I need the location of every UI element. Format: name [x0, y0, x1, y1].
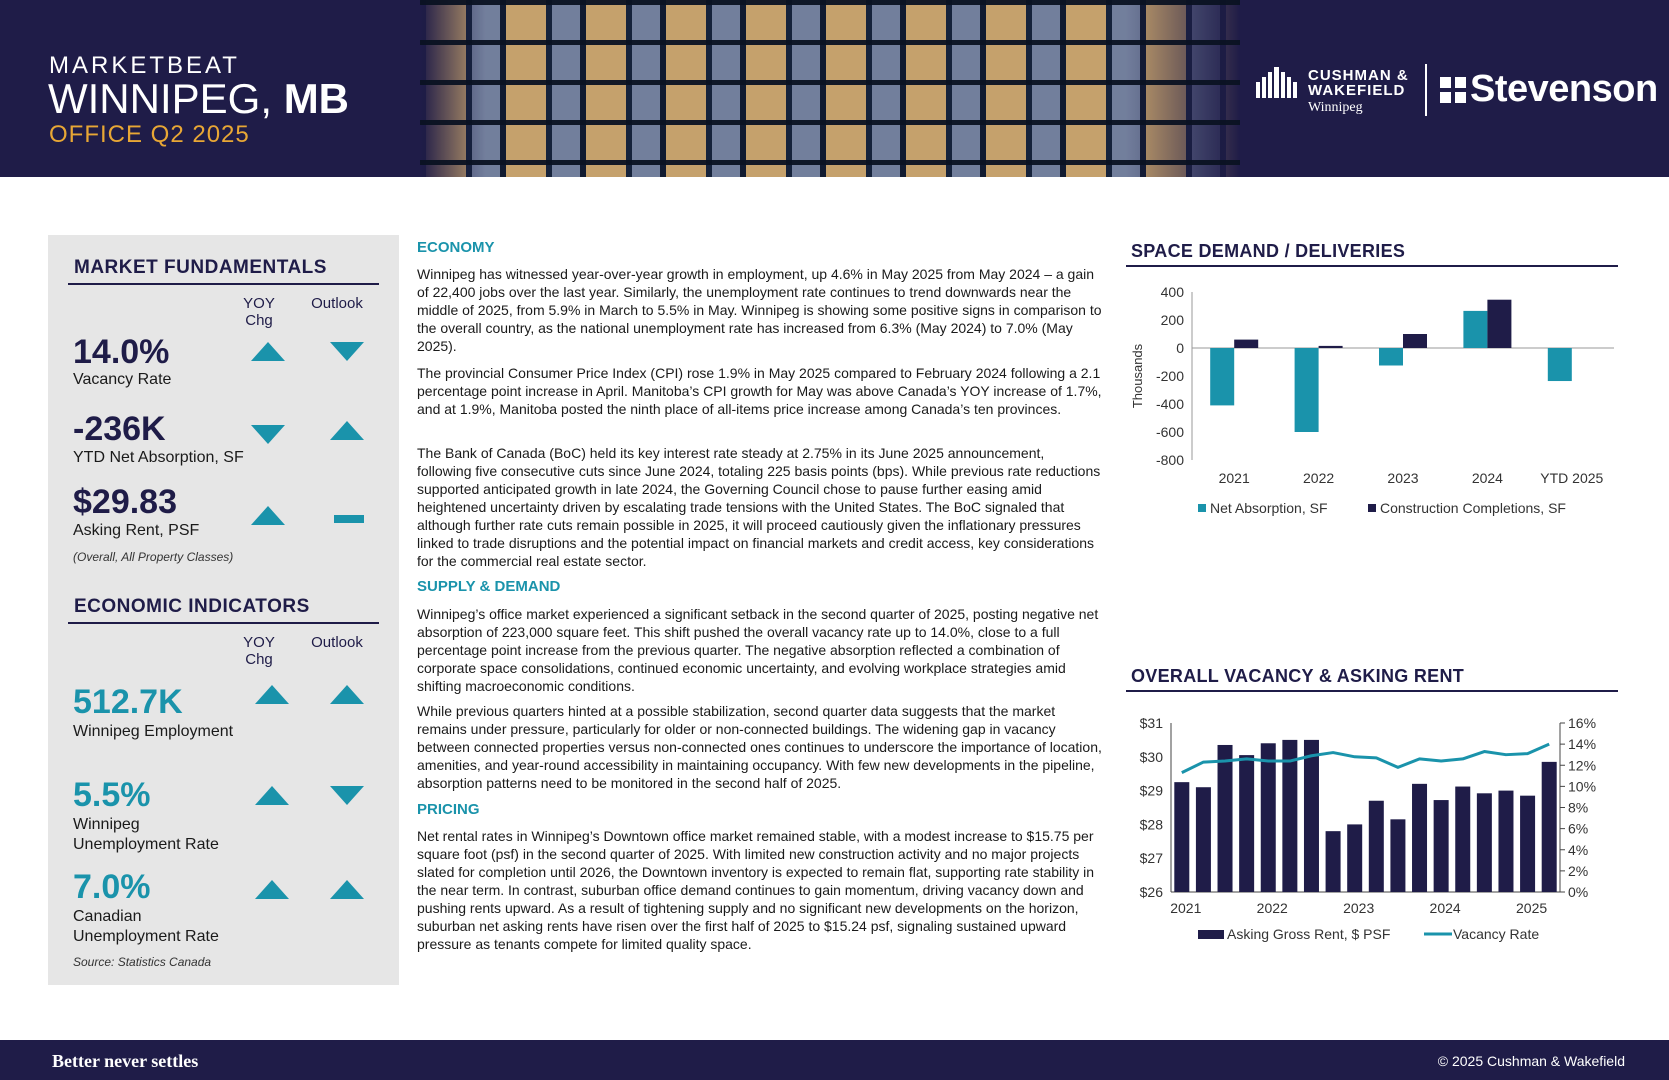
rent-bar — [1196, 787, 1211, 892]
bar-construction-2024 — [1487, 300, 1511, 348]
chg-label: Chg — [245, 312, 273, 329]
y-tick-label: -200 — [1155, 368, 1184, 384]
x-tick-label: 2021 — [1218, 470, 1250, 486]
economy-heading: ECONOMY — [417, 239, 495, 256]
report-province: MB — [283, 75, 350, 122]
x-tick-label: 2021 — [1170, 900, 1202, 916]
y-tick-label: -800 — [1155, 452, 1184, 468]
left-tick-label: $26 — [1139, 884, 1163, 900]
rent-bar — [1498, 791, 1513, 892]
yoy-chg-header — [234, 634, 284, 668]
winnipeg-unemployment-value: 5.5% — [73, 776, 151, 814]
bar-net-absorption-2022 — [1295, 348, 1319, 432]
pricing-heading: PRICING — [417, 801, 480, 818]
market-fundamentals-title: MARKET FUNDAMENTALS — [74, 257, 327, 278]
report-kicker: MARKETBEAT — [49, 52, 240, 79]
rent-outlook-flat-icon — [334, 515, 364, 523]
cw-line-1: CUSHMAN & — [1308, 67, 1409, 84]
rent-bar — [1239, 755, 1254, 892]
rent-yoy-up-icon — [251, 506, 285, 525]
canadian-unemployment-label — [73, 907, 219, 947]
chart-rule — [1126, 265, 1618, 267]
rent-bar — [1261, 743, 1276, 892]
rent-bar — [1412, 784, 1427, 892]
x-tick-label: 2024 — [1429, 900, 1461, 916]
left-tick-label: $29 — [1139, 782, 1163, 799]
bar-net-absorption-2023 — [1379, 348, 1403, 366]
x-tick-label: 2023 — [1387, 470, 1419, 486]
rent-bar — [1369, 801, 1384, 892]
cw-bars-icon — [1256, 66, 1300, 98]
legend-label: Net Absorption, SF — [1210, 500, 1328, 516]
net-absorption-label: YTD Net Absorption, SF — [73, 449, 244, 466]
employment-outlook-up-icon — [330, 685, 364, 704]
report-city: WINNIPEG, — [48, 75, 273, 122]
wpg-unemployment-outlook-down-icon — [330, 786, 364, 805]
rent-bar — [1347, 824, 1362, 892]
absorption-outlook-up-icon — [330, 421, 364, 440]
vacancy-rent-chart-title: OVERALL VACANCY & ASKING RENT — [1131, 666, 1465, 686]
right-tick-label: 14% — [1568, 736, 1597, 753]
section-rule — [68, 622, 379, 624]
economy-paragraph-2: The provincial Consumer Price Index (CPI) rose 1.9% in May 2025 compared to February 2024 following a 2.1 percentage point increase in April. Manitoba’s CPI growth for May was above Canada’s YOY increase of 1.7%, and at 1.9%, Manitoba posted the ninth place of all-items price increase among Canada’s ten provinces. — [417, 365, 1102, 417]
yoy-chg-header — [234, 295, 284, 329]
chg-label: Chg — [245, 651, 273, 668]
rent-bar — [1326, 831, 1341, 892]
bar-construction-2023 — [1403, 334, 1427, 348]
footer-copyright: © 2025 Cushman & Wakefield — [1437, 1053, 1625, 1069]
rent-bar — [1218, 745, 1233, 892]
y-axis-label: Thousands — [1130, 343, 1145, 409]
y-tick-label: -400 — [1155, 396, 1184, 412]
legend-label: Construction Completions, SF — [1380, 500, 1566, 516]
supply-demand-heading: SUPPLY & DEMAND — [417, 578, 561, 595]
cdn-unemployment-yoy-up-icon — [255, 880, 289, 899]
left-tick-label: $30 — [1139, 748, 1163, 765]
vacancy-rent-chart — [1126, 705, 1626, 950]
right-tick-label: 6% — [1568, 820, 1589, 837]
y-tick-label: -600 — [1155, 424, 1184, 440]
rent-bar — [1304, 740, 1319, 892]
economic-indicators-title: ECONOMIC INDICATORS — [74, 596, 310, 617]
fundamentals-note: (Overall, All Property Classes) — [73, 550, 234, 564]
legend-swatch — [1198, 504, 1206, 512]
cw-line-2: WAKEFIELD — [1308, 82, 1406, 99]
right-tick-label: 2% — [1568, 862, 1589, 879]
right-tick-label: 16% — [1568, 715, 1597, 731]
bar-construction-2022 — [1319, 346, 1343, 348]
right-tick-label: 10% — [1568, 778, 1597, 795]
right-tick-label: 12% — [1568, 757, 1597, 774]
rent-bar — [1455, 787, 1470, 892]
vacancy-rate-line — [1182, 744, 1549, 773]
label-line-2: Unemployment Rate — [73, 836, 219, 853]
employment-label: Winnipeg Employment — [73, 723, 234, 740]
cw-office-name: Winnipeg — [1308, 100, 1363, 115]
report-header — [0, 0, 1669, 177]
economy-paragraph-3: The Bank of Canada (BoC) held its key interest rate steady at 2.75% in its June 2025 announcement, following five consecutive cuts since June 2024, totaling 225 basis points (bps). While previous rate reductions supported anticipated growth in late 2024, the Governing Council chose to pause further easing amid heightened uncertainty driven by escalating trade tensions with the United States. The BoC signaled that although further rate cuts remain possible in 2025, it will proceed cautiously given the inflationary pressures linked to trade disruptions and the potential impact on financial markets and credit access, key considerations for the commercial real estate sector. — [417, 445, 1101, 569]
footer-tagline: Better never settles — [52, 1051, 199, 1071]
left-tick-label: $31 — [1139, 715, 1163, 731]
legend-label-vacancy: Vacancy Rate — [1453, 926, 1540, 942]
stevenson-cross-icon — [1440, 77, 1466, 103]
logo-divider — [1425, 64, 1427, 116]
absorption-yoy-down-icon — [251, 425, 285, 444]
report-subtitle: OFFICE Q2 2025 — [49, 121, 250, 148]
right-tick-label: 8% — [1568, 799, 1589, 816]
outlook-header: Outlook — [311, 295, 363, 312]
y-tick-label: 400 — [1160, 284, 1184, 300]
y-tick-label: 200 — [1160, 312, 1184, 328]
x-tick-label: 2022 — [1256, 900, 1288, 916]
report-title — [48, 76, 349, 122]
asking-rent-value: $29.83 — [73, 483, 177, 521]
building-photo-floors — [420, 0, 1240, 177]
y-tick-label: 0 — [1176, 340, 1184, 356]
fundamentals-panel — [48, 235, 399, 985]
employment-value: 512.7K — [73, 683, 183, 721]
net-absorption-value: -236K — [73, 410, 166, 448]
rent-bar — [1542, 762, 1557, 892]
right-tick-label: 0% — [1568, 884, 1589, 900]
right-tick-label: 4% — [1568, 841, 1589, 858]
supply-paragraph-1: Winnipeg’s office market experienced a significant setback in the second quarter of 2025, posting negative net absorption of 223,000 square feet. This shift pushed the overall vacancy rate up to 14.0%, close to a full percentage point increase from the previous quarter. The negative absorption reflected a combination of corporate space consolidations, continued economic uncertainty, and evolving workplace strategies amid shifting macroeconomic conditions. — [417, 606, 1099, 694]
x-tick-label: 2022 — [1303, 470, 1335, 486]
chart-rule — [1126, 690, 1618, 692]
rent-bar — [1282, 740, 1297, 892]
left-tick-label: $27 — [1139, 850, 1163, 867]
stevenson-wordmark: Stevenson — [1470, 68, 1658, 110]
legend-swatch-rent — [1198, 930, 1224, 939]
wpg-unemployment-yoy-up-icon — [255, 786, 289, 805]
outlook-header: Outlook — [311, 634, 363, 651]
rent-bar — [1477, 793, 1492, 892]
label-line-1: Canadian — [73, 908, 142, 925]
vacancy-rate-label: Vacancy Rate — [73, 371, 172, 388]
space-demand-chart-title: SPACE DEMAND / DELIVERIES — [1131, 241, 1406, 261]
left-tick-label: $28 — [1139, 816, 1163, 833]
section-rule — [68, 283, 379, 285]
rent-bar — [1520, 796, 1535, 892]
x-tick-label: 2023 — [1343, 900, 1375, 916]
rent-bar — [1434, 800, 1449, 892]
legend-label-rent: Asking Gross Rent, $ PSF — [1227, 926, 1391, 942]
asking-rent-label: Asking Rent, PSF — [73, 522, 200, 539]
cw-wordmark — [1308, 68, 1409, 98]
label-line-1: Winnipeg — [73, 816, 140, 833]
bar-net-absorption-2021 — [1210, 348, 1234, 405]
employment-yoy-up-icon — [255, 685, 289, 704]
vacancy-rate-value: 14.0% — [73, 333, 170, 371]
bar-net-absorption-YTD-2025 — [1548, 348, 1572, 381]
canadian-unemployment-value: 7.0% — [73, 868, 151, 906]
vacancy-yoy-up-icon — [251, 342, 285, 361]
cdn-unemployment-outlook-up-icon — [330, 880, 364, 899]
x-tick-label: YTD 2025 — [1540, 470, 1604, 486]
bar-construction-2021 — [1234, 340, 1258, 348]
yoy-label: YOY — [243, 295, 275, 312]
bar-net-absorption-2024 — [1463, 311, 1487, 348]
vacancy-outlook-down-icon — [330, 342, 364, 361]
rent-bar — [1390, 819, 1405, 892]
source-note: Source: Statistics Canada — [73, 955, 212, 969]
label-line-2: Unemployment Rate — [73, 928, 219, 945]
rent-bar — [1174, 782, 1189, 892]
space-demand-chart — [1126, 275, 1626, 530]
supply-paragraph-2: While previous quarters hinted at a possible stabilization, second quarter data suggests that the market remains under pressure, particularly for older or non-connected buildings. The widening gap in vacancy between connected properties versus non-connected ones continues to underscore the importance of location, amenities, and year-round accessibility in maintaining occupancy. With few new developments in the pipeline, absorption patterns need to be monitored in the second half of 2025. — [417, 703, 1102, 791]
x-tick-label: 2024 — [1471, 470, 1503, 486]
yoy-label: YOY — [243, 634, 275, 651]
x-tick-label: 2025 — [1516, 900, 1548, 916]
stevenson-logo — [1440, 68, 1658, 111]
economy-paragraph-1: Winnipeg has witnessed year-over-year growth in employment, up 4.6% in May 2025 from May 2024 – a gain of 22,400 jobs over the last year. Similarly, the unemployment rate continues to trend downwards near the middle of 2025, from 5.9% in March to 5.5% in May. Winnipeg is showing some positive signs in comparison to the overall country, as the national unemployment rate has increased from 6.3% (May 2024) to 7.0% (May 2025). — [417, 266, 1102, 354]
pricing-paragraph: Net rental rates in Winnipeg’s Downtown office market remained stable, with a modest increase to $15.75 per square foot (psf) in the second quarter of 2025. With limited new construction activity and no major projects slated for completion until 2026, the Downtown inventory is expected to remain flat, supporting rate stability in the near term. In contrast, suburban office demand continues to gain momentum, driving vacancy down and pushing rents upward. As a result of tightening supply and no significant new developments on the horizon, suburban net asking rents have risen over the first half of 2025 to $15.24 psf, signaling sustained upward pressure as tenants compete for limited quality space. — [417, 828, 1095, 952]
legend-swatch — [1368, 504, 1376, 512]
winnipeg-unemployment-label — [73, 815, 219, 855]
report-footer — [0, 1040, 1669, 1080]
